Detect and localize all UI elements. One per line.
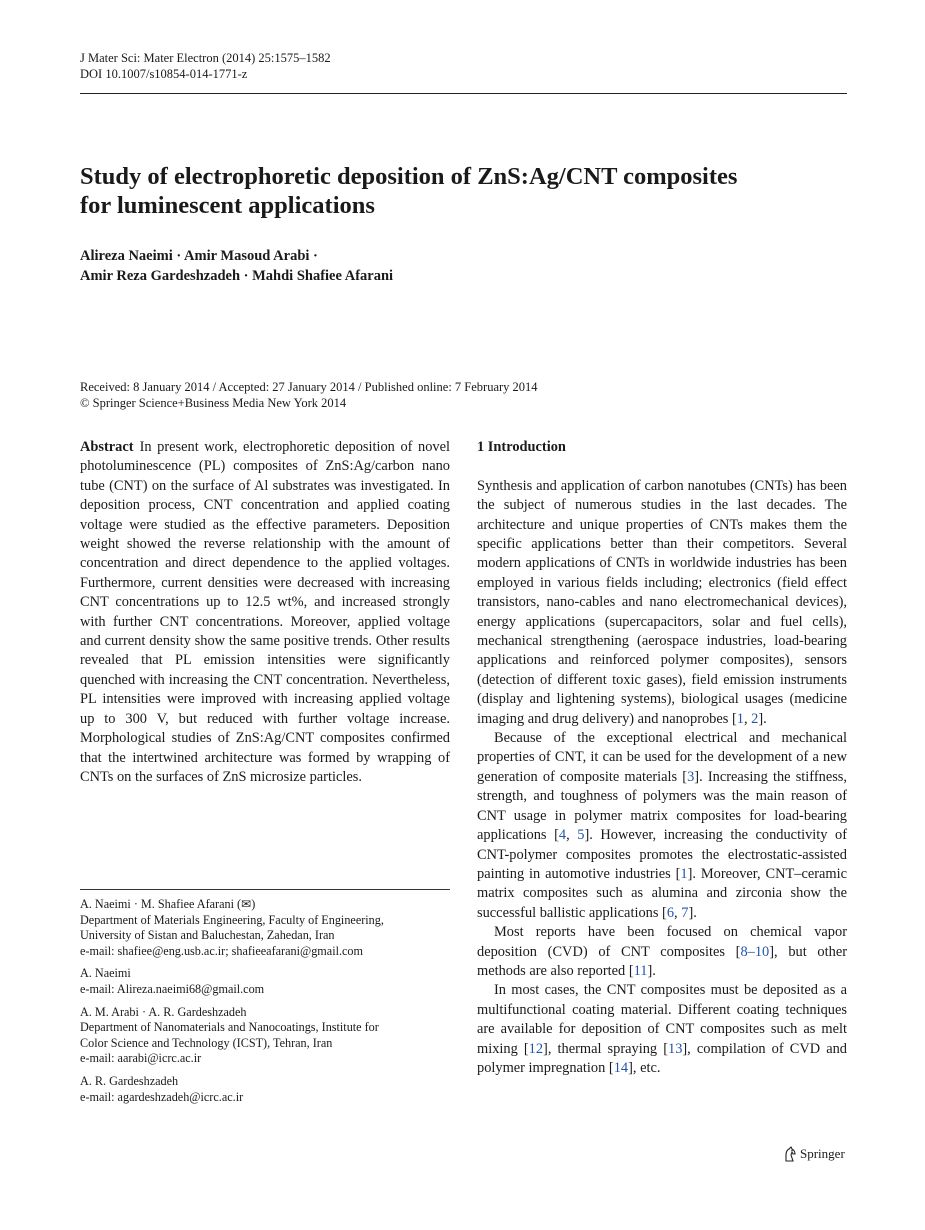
affiliation-block-2 <box>80 966 450 997</box>
publisher-name: Springer <box>800 1146 845 1161</box>
header-rule <box>80 93 847 94</box>
publisher-footer <box>783 1145 845 1163</box>
affiliation-inst: Color Science and Technology (ICST), Tehran, Iran <box>80 1035 333 1050</box>
section-heading: 1 Introduction <box>477 439 566 455</box>
paragraph-text: ]. Moreover, CNT–ceramic matrix composites such as alumina and zirconia show the successful ballistic applications [ <box>477 865 847 921</box>
separator: ]. <box>647 962 656 979</box>
affiliation-names: A. M. Arabi · A. R. Gardeshzadeh <box>80 1004 247 1019</box>
affiliation-email[interactable]: e-mail: agardeshzadeh@icrc.ac.ir <box>80 1089 244 1104</box>
abstract-heading: Abstract <box>80 439 134 455</box>
separator: , <box>674 904 682 921</box>
author-list <box>80 246 393 286</box>
paragraph-text: ], compilation of CVD and polymer impregnation [ <box>477 1040 847 1076</box>
affiliation-block-1 <box>80 897 450 959</box>
affiliations <box>80 897 450 1112</box>
title-line-2: for luminescent applications <box>80 192 375 219</box>
doi[interactable]: DOI 10.1007/s10854-014-1771-z <box>80 67 248 81</box>
citation-link[interactable]: 7 <box>681 904 689 921</box>
citation-link[interactable]: 4 <box>558 827 567 844</box>
intro-paragraph-3 <box>477 923 847 981</box>
paragraph-text: Synthesis and application of carbon nanotubes (CNTs) has been the subject of numerous studies in the last decades. The architecture and unique properties of CNTs makes them the specific applications better than their competitors. Several modern applications of CNTs in worldwide industries has been employed in various fields including; electronics (field effect transistors, nano-cables and nano electromechanical devices), energy applications (supercapacitors, solar and fuel cells), mechanical strengthening (aerospace industries, load-bearing applications and reinforced polymer composites), sensors (detection of different toxic gases), field emission instruments (display and lightening systems), biological usages (medicine imaging and drug delivery) and nanoprobes [ <box>477 477 847 727</box>
publication-dates <box>80 379 538 411</box>
separator: , <box>743 710 752 727</box>
citation-link[interactable]: 8–10 <box>740 943 770 960</box>
affiliation-dept: Department of Materials Engineering, Faculty of Engineering, <box>80 912 384 927</box>
abstract <box>80 438 450 787</box>
article-title <box>80 162 847 220</box>
affiliation-dept: Department of Nanomaterials and Nanocoatings, Institute for <box>80 1020 379 1035</box>
paragraph-text: Most reports have been focused on chemical vapor deposition (CVD) of CNT composites [ <box>477 924 847 960</box>
paragraph-text: Because of the exceptional electrical and mechanical properties of CNT, it can be used for the development of a new generation of composite materials [ <box>477 730 847 785</box>
citation-link[interactable]: 6 <box>666 904 675 921</box>
citation-link[interactable]: 14 <box>613 1059 629 1076</box>
paragraph-text: ]. Increasing the stiffness, strength, and toughness of polymers was the main reason of CNT usage in polymer matrix composites for load-bearing applications [ <box>477 768 848 844</box>
authors-line-1: Alireza Naeimi · Amir Masoud Arabi · <box>80 248 318 264</box>
citation-link[interactable]: 1 <box>736 710 744 727</box>
citation-link[interactable]: 12 <box>528 1040 544 1057</box>
authors-line-2: Amir Reza Gardeshzadeh · Mahdi Shafiee Afarani <box>80 268 394 284</box>
separator: , <box>566 827 578 844</box>
affiliation-names: A. R. Gardeshzadeh <box>80 1073 179 1088</box>
separator: ]. <box>688 904 697 921</box>
affiliation-block-4 <box>80 1074 450 1105</box>
spacer <box>477 457 847 476</box>
affiliation-email[interactable]: e-mail: shafiee@eng.usb.ac.ir; shafieeafarani@gmail.com <box>80 943 364 958</box>
paragraph-text: ], thermal spraying [ <box>543 1040 668 1057</box>
affiliation-email[interactable]: e-mail: aarabi@icrc.ac.ir <box>80 1051 202 1066</box>
journal-citation: J Mater Sci: Mater Electron (2014) 25:1575–1582 <box>80 51 331 65</box>
citation-link[interactable]: 3 <box>687 768 695 785</box>
citation-link[interactable]: 11 <box>633 962 648 979</box>
received-accepted-published: Received: 8 January 2014 / Accepted: 27 January 2014 / Published online: 7 February 2014 <box>80 380 538 394</box>
intro-paragraph-1 <box>477 477 847 729</box>
introduction <box>477 438 847 1078</box>
citation-link[interactable]: 5 <box>577 827 585 844</box>
intro-paragraph-2 <box>477 729 847 923</box>
intro-paragraph-4 <box>477 981 847 1078</box>
affiliation-email[interactable]: e-mail: Alireza.naeimi68@gmail.com <box>80 981 265 996</box>
citation-link[interactable]: 2 <box>751 710 759 727</box>
abstract-text: In present work, electrophoretic deposition of novel photoluminescence (PL) composites of ZnS:Ag/carbon nano tube (CNT) on the surface of Al substrates was investigated. In deposition process, CNT concentration and applied coating voltage were studied as the effective parameters. Deposition weight showed the reverse relationship with the amount of concentration and direct dependence to the applied voltages. Furthermore, current densities were decreased with increasing CNT concentrations up to 12.5 wt%, and increased strongly with further CNT concentrations. Moreover, applied voltage and current density show the same positive trends. Other results revealed that PL emission intensities were significantly quenched with increasing the CNT concentration. Nevertheless, PL intensities were improved with increasing applied voltage up to 300 V, but reduced with further voltage increase. Morphological studies of ZnS:Ag/CNT composites confirmed that the intertwined architecture was formed by wrapping of CNTs on the surfaces of ZnS microsize particles. <box>80 439 450 785</box>
springer-horse-icon <box>783 1146 797 1162</box>
paragraph-text: ], but other methods are also reported [ <box>477 943 847 979</box>
journal-header <box>80 50 331 82</box>
citation-link[interactable]: 13 <box>668 1040 683 1057</box>
affiliation-block-3 <box>80 1005 450 1067</box>
title-line-1: Study of electrophoretic deposition of ZnS:Ag/CNT composites <box>80 163 738 190</box>
separator: ]. <box>758 710 767 727</box>
paragraph-text: In most cases, the CNT composites must be deposited as a multifunctional coating material. Different coating techniques are available for deposition of CNT composites such as melt mixing [ <box>477 982 847 1057</box>
affiliation-univ: University of Sistan and Baluchestan, Zahedan, Iran <box>80 928 335 943</box>
copyright: © Springer Science+Business Media New York 2014 <box>80 396 347 410</box>
affiliation-names: A. Naeimi <box>80 966 131 981</box>
affiliation-names: A. Naeimi · M. Shafiee Afarani (✉) <box>80 897 256 911</box>
separator: ], etc. <box>628 1059 661 1076</box>
affiliation-rule <box>80 889 450 890</box>
paragraph-text: ]. However, increasing the conductivity of CNT-polymer composites promotes the electrostatic-assisted painting in automotive industries [ <box>477 827 847 882</box>
citation-link[interactable]: 1 <box>680 865 688 882</box>
